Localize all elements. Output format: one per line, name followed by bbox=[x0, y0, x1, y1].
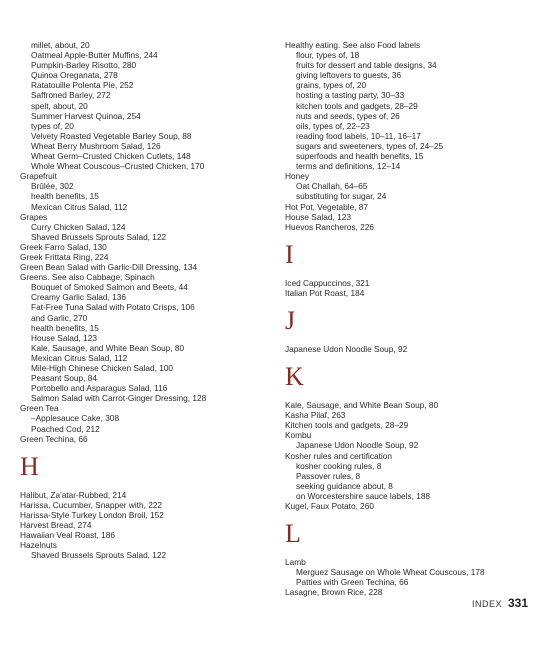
index-subentry: millet, about, 20 bbox=[31, 40, 90, 50]
index-subentry: giving leftovers to guests, 36 bbox=[296, 70, 402, 81]
index-subentry: Oat Challah, 64–65 bbox=[296, 181, 368, 192]
index-entry: Kombu bbox=[285, 430, 312, 441]
index-subentry: Fat-Free Tuna Salad with Potato Crisps, 106 bbox=[31, 302, 195, 313]
index-subentry: Portobello and Asparagus Salad, 116 bbox=[31, 383, 168, 394]
index-subentry: Passover rules, 8 bbox=[296, 470, 361, 481]
index-entry: Green Bean Salad with Garlic-Dill Dressing, 134 bbox=[20, 262, 198, 273]
index-subentry: Mile-High Chinese Chicken Salad, 100 bbox=[31, 363, 174, 373]
index-column-right bbox=[285, 40, 535, 597]
index-subentry: health benefits, 15 bbox=[31, 191, 99, 202]
index-subentry: Poached Cod, 212 bbox=[31, 423, 100, 434]
page-number: 331 bbox=[507, 596, 528, 610]
index-subentry: and Garlic, 270 bbox=[31, 312, 88, 323]
index-subentry: Kale, Sausage, and White Bean Soup, 80 bbox=[31, 342, 185, 353]
index-entry: Harissa, Cucumber, Snapper with, 222 bbox=[20, 499, 163, 510]
index-subentry: superfoods and health benefits, 15 bbox=[296, 151, 424, 162]
index-subentry: nuts and seeds, types of, 26 bbox=[296, 110, 400, 121]
index-entry: Harissa-Style Turkey London Broil, 152 bbox=[20, 509, 164, 520]
index-entry: Greek Frittata Ring, 224 bbox=[20, 251, 109, 262]
index-entry: Hawaiian Veal Roast, 186 bbox=[20, 530, 116, 541]
index-entry: Japanese Udon Noodle Soup, 92 bbox=[285, 343, 408, 354]
index-subentry: sugars and sweeteners, types of, 24–25 bbox=[296, 140, 444, 151]
index-entry: Kosher rules and certification bbox=[285, 450, 392, 461]
section-letter-heading: K bbox=[285, 362, 304, 392]
index-subentry: spelt, about, 20 bbox=[31, 100, 88, 111]
index-subentry: Saffroned Barley, 272 bbox=[31, 90, 111, 101]
index-subentry: kitchen tools and gadgets, 28–29 bbox=[296, 100, 418, 111]
index-entry: Green Techina, 66 bbox=[20, 433, 88, 444]
index-subentry: hosting a tasting party, 30–33 bbox=[296, 90, 405, 101]
index-entry: Italian Pot Roast, 184 bbox=[285, 287, 365, 298]
index-entry: House Salad, 123 bbox=[285, 211, 351, 222]
index-entry: Huevos Rancheros, 226 bbox=[285, 221, 375, 232]
index-subentry: Creamy Garlic Salad, 136 bbox=[31, 292, 126, 303]
index-subentry: Merguez Sausage on Whole Wheat Couscous, 178 bbox=[296, 567, 485, 578]
index-entry: Kale, Sausage, and White Bean Soup, 80 bbox=[285, 400, 439, 411]
index-subentry: Mexican Citrus Salad, 112 bbox=[31, 352, 128, 363]
index-entry: Lasagne, Brown Rice, 228 bbox=[285, 587, 383, 598]
index-subentry: Wheat Germ–Crusted Chicken Cutlets, 148 bbox=[31, 151, 191, 162]
page-footer bbox=[472, 596, 528, 610]
index-entry: Honey bbox=[285, 171, 309, 182]
index-subentry: –Applesauce Cake, 308 bbox=[31, 413, 120, 424]
index-entry: Kitchen tools and gadgets, 28–29 bbox=[285, 420, 409, 431]
index-subentry: Peasant Soup, 84 bbox=[31, 373, 97, 384]
index-subentry: Quinoa Oreganata, 278 bbox=[31, 70, 118, 81]
index-subentry: Shaved Brussels Sprouts Salad, 122 bbox=[31, 231, 167, 242]
index-subentry: types of, 20 bbox=[31, 120, 74, 131]
section-letter-heading: I bbox=[285, 239, 294, 269]
index-subentry: Mexican Citrus Salad, 112 bbox=[31, 201, 128, 212]
index-subentry: fruits for dessert and table designs, 34 bbox=[296, 60, 437, 71]
index-subentry: grains, types of, 20 bbox=[296, 80, 367, 91]
index-subentry: House Salad, 123 bbox=[31, 332, 97, 343]
index-subentry: terms and definitions, 12–14 bbox=[296, 161, 401, 172]
index-entry: Grapefruit bbox=[20, 171, 57, 182]
index-subentry: Japanese Udon Noodle Soup, 92 bbox=[296, 440, 419, 451]
index-subentry: Velvety Roasted Vegetable Barley Soup, 88 bbox=[31, 130, 192, 141]
index-entry: Hot Pot, Vegetable, 87 bbox=[285, 201, 369, 212]
index-entry: Green Tea bbox=[20, 403, 59, 414]
index-subentry: Salmon Salad with Carrot-Ginger Dressing, 128 bbox=[31, 393, 207, 404]
index-subentry: Whole Wheat Couscous–Crusted Chicken, 170 bbox=[31, 161, 205, 172]
index-subentry: Wheat Berry Mushroom Salad, 126 bbox=[31, 140, 161, 151]
index-entry: Healthy eating. See also Food labels bbox=[285, 40, 421, 50]
index-entry: Grapes bbox=[20, 211, 48, 222]
index-subentry: reading food labels, 10–11, 16–17 bbox=[296, 130, 421, 141]
index-subentry: Bouquet of Smoked Salmon and Beets, 44 bbox=[31, 282, 188, 293]
index-subentry: seeking guidance about, 8 bbox=[296, 480, 393, 491]
index-subentry: kosher cooking rules, 8 bbox=[296, 460, 382, 471]
index-subentry: Brûlée, 302 bbox=[31, 181, 74, 192]
index-subentry: substituting for sugar, 24 bbox=[296, 191, 387, 202]
index-subentry: on Worcestershire sauce labels, 188 bbox=[296, 490, 431, 501]
index-entry: Iced Cappuccinos, 321 bbox=[285, 277, 370, 288]
index-subentry: Ratatouille Polenta Pie, 252 bbox=[31, 80, 134, 91]
index-entry: Greek Farro Salad, 130 bbox=[20, 241, 107, 252]
index-entry: Halibut, Za'atar-Rubbed, 214 bbox=[20, 489, 127, 500]
index-subentry: Patties with Green Techina, 66 bbox=[296, 577, 409, 588]
index-subentry: Oatmeal Apple-Butter Muffins, 244 bbox=[31, 50, 158, 61]
index-entry: Harvest Bread, 274 bbox=[20, 520, 92, 531]
index-entry: Lamb bbox=[285, 557, 306, 568]
section-letter-heading: J bbox=[285, 305, 296, 335]
index-subentry: Summer Harvest Quinoa, 254 bbox=[31, 110, 141, 121]
index-entry: Kugel, Faux Potato, 260 bbox=[285, 501, 375, 511]
section-letter-heading: L bbox=[285, 519, 301, 549]
index-subentry: Shaved Brussels Sprouts Salad, 122 bbox=[31, 550, 167, 561]
footer-section-label: INDEX bbox=[471, 599, 502, 609]
index-column-left bbox=[20, 40, 268, 560]
index-subentry: Curry Chicken Salad, 124 bbox=[31, 221, 126, 232]
index-entry: Greens. See also Cabbage; Spinach bbox=[20, 272, 155, 283]
index-subentry: Pumpkin-Barley Risotto, 280 bbox=[31, 60, 137, 71]
index-subentry: flour, types of, 18 bbox=[296, 50, 360, 61]
index-subentry: health benefits, 15 bbox=[31, 322, 99, 333]
index-entry: Kasha Pilaf, 263 bbox=[285, 410, 346, 421]
section-letter-heading: H bbox=[20, 451, 39, 481]
index-subentry: oils, types of, 22–23 bbox=[296, 120, 370, 131]
index-entry: Hazelnuts bbox=[20, 540, 57, 551]
